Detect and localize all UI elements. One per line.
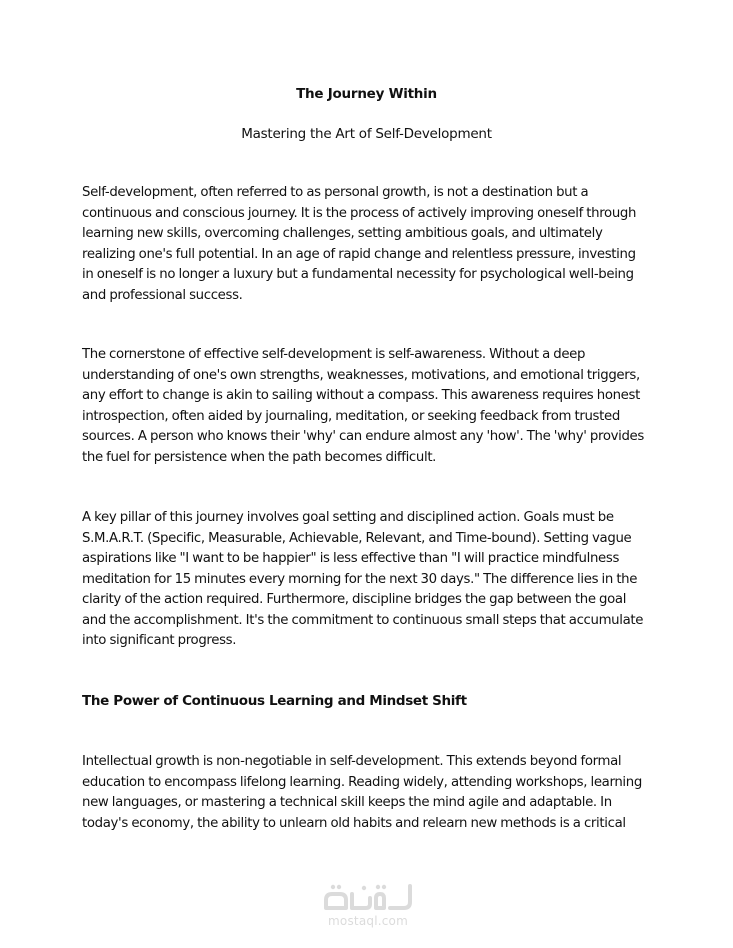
document-subtitle: Mastering the Art of Self-Development — [241, 126, 492, 142]
paragraph-self-awareness: The cornerstone of effective self-development is self-awareness. Without a deep understanding of one's own strengths, weaknesses, motivations, and emotional triggers, any effort to change is akin to sailing without a compass. This awareness requires honest introspection, often aided by journaling, meditation, or seeking feedback from trusted sources. A person who knows their 'why' can endure almost any 'how'. The 'why' provides the fuel for persistence when the path becomes difficult. — [82, 347, 644, 465]
paragraph-intro: Self-development, often referred to as personal growth, is not a destination but a continuous and conscious journey. It is the process of actively improving oneself through learning new skills, overcoming challenges, setting ambitious goals, and ultimately realizing one's full potential. In an age of rapid change and relentless pressure, investing in oneself is no longer a luxury but a fundamental necessity for psychological well-being and professional success. — [82, 185, 637, 303]
paragraph-goal-setting: A key pillar of this journey involves goal setting and disciplined action. Goals must be S.M.A.R.T. (Specific, Measurable, Achievable, Relevant, and Time-bound). Setting vague aspirations like "I want to be happier" is less effective than "I will practice mindfulness meditation for 15 minutes every morning for the next 30 days." The difference lies in the clarity of the action required. Furthermore, discipline bridges the gap between the goal and the accomplishment. It's the commitment to continuous small steps that accumulate into significant progress. — [82, 510, 644, 648]
mostaql-watermark-logo — [318, 880, 418, 930]
document-title: The Journey Within — [296, 86, 437, 102]
section-heading: The Power of Continuous Learning and Mindset Shift — [82, 693, 467, 709]
watermark-caption: mostaql.com — [328, 914, 408, 928]
mostaql-logo-icon — [318, 880, 418, 916]
paragraph-continuous-learning: Intellectual growth is non-negotiable in self-development. This extends beyond formal education to encompass lifelong learning. Reading widely, attending workshops, learning new languages, or mastering a technical skill keeps the mind agile and adaptable. In today's economy, the ability to unlearn old habits and relearn new methods is a critical — [82, 754, 642, 831]
